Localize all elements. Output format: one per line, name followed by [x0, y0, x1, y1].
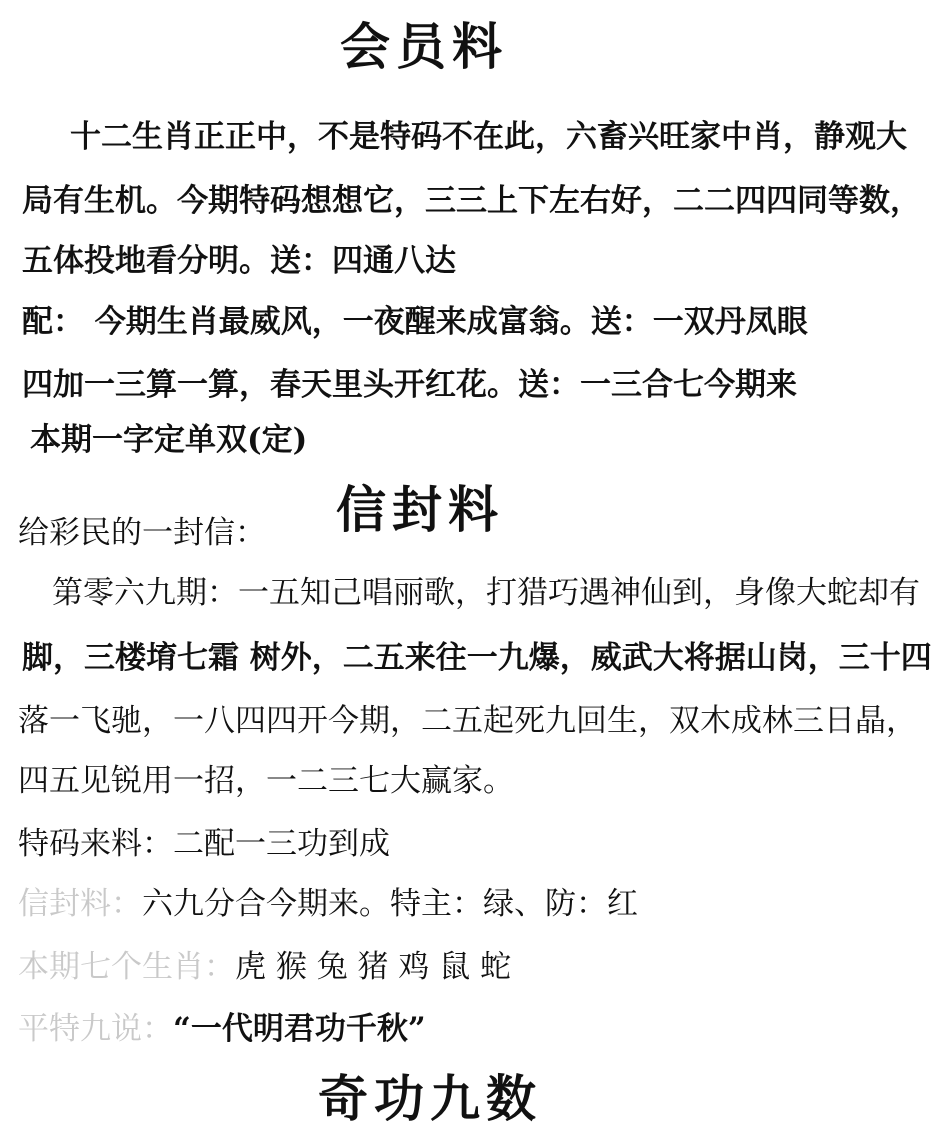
special-code-line: 特码来料：二配一三功到成 [18, 826, 390, 862]
title-member-material: 会员料 [340, 18, 508, 76]
letter-line-4: 四五见锐用一招，一二三七大赢家。 [18, 763, 514, 799]
member-line-6: 本期一字定单双(定) [30, 422, 308, 458]
saying-line [18, 1011, 426, 1047]
member-line-5: 四加一三算一算，春天里头开红花。送：一三合七今期来 [22, 367, 797, 403]
member-line-4: 配： 今期生肖最威风，一夜醒来成富翁。送：一双丹凤眼 [22, 304, 808, 340]
zodiac-line [18, 949, 512, 985]
member-line-1: 十二生肖正正中，不是特码不在此，六畜兴旺家中肖，静观大 [70, 119, 907, 155]
member-line-2: 局有生机。今期特码想想它，三三上下左右好，二二四四同等数， [22, 183, 921, 219]
letter-line-1: 第零六九期：一五知己唱丽歌，打猎巧遇神仙到，身像大蛇却有 [52, 575, 920, 611]
title-envelope-material: 信封料 [336, 481, 504, 539]
zodiac-text: 虎 猴 兔 猪 鸡 鼠 蛇 [235, 949, 512, 985]
letter-line-2: 脚，三楼堉七霜 树外，二五来往一九爆，威武大将据山岗，三十四 [22, 640, 932, 676]
letter-intro: 给彩民的一封信： [18, 515, 266, 551]
title-nine-numbers: 奇功九数 [318, 1070, 542, 1128]
member-line-3: 五体投地看分明。送：四通八达 [22, 243, 456, 279]
saying-text: “一代明君功千秋” [173, 1011, 426, 1047]
saying-prefix: 平特九说： [18, 1011, 173, 1047]
envelope-note-prefix: 信封料： [18, 886, 142, 922]
envelope-note-line [18, 886, 638, 922]
zodiac-prefix: 本期七个生肖： [18, 949, 235, 985]
envelope-note-text: 六九分合今期来。特主：绿、防：红 [142, 886, 638, 922]
letter-line-3: 落一飞驰，一八四四开今期，二五起死九回生，双木成林三日晶， [18, 703, 917, 739]
